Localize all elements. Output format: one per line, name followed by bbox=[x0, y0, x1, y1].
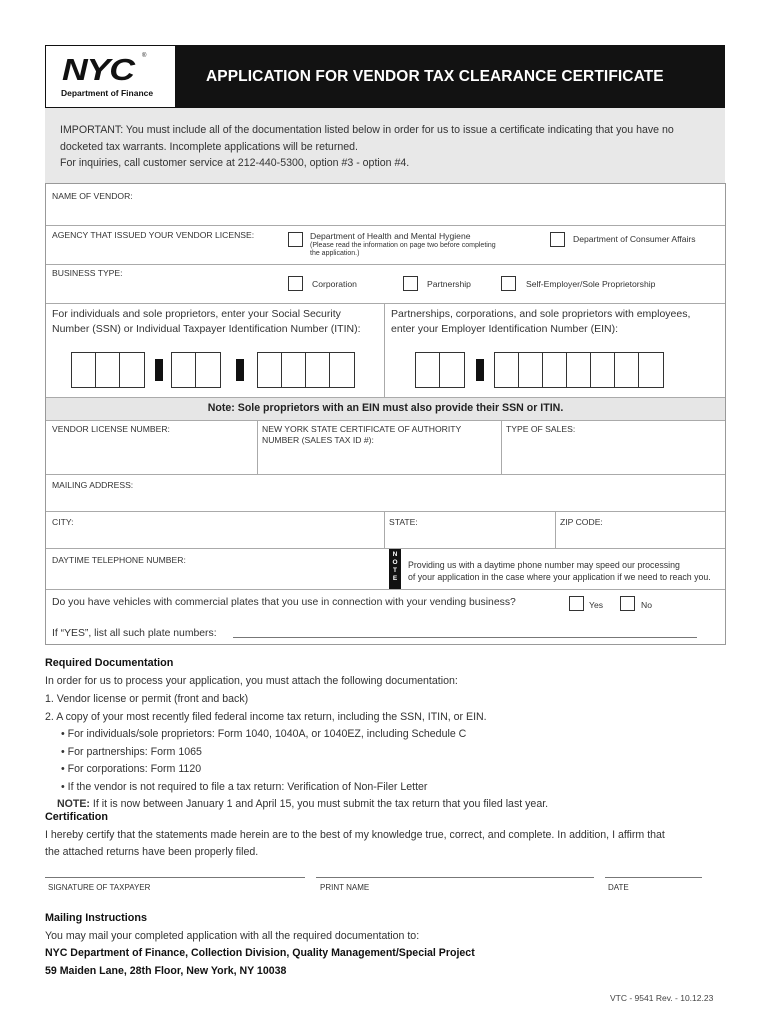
certification-heading: Certification bbox=[45, 811, 108, 823]
print-name-label: PRINT NAME bbox=[320, 883, 370, 892]
agency-dohmh-note-2: the application.) bbox=[310, 250, 360, 257]
form-title: APPLICATION FOR VENDOR TAX CLEARANCE CERTIFICATE bbox=[176, 46, 724, 107]
ssn-group-3[interactable] bbox=[257, 352, 355, 388]
required-item-2: 2. A copy of your most recently filed federal income tax return, including the SSN, ITIN, or EIN. bbox=[45, 710, 487, 723]
ein-text-1: Partnerships, corporations, and sole proprietors with employees, bbox=[391, 308, 691, 320]
logo-registered-mark: ® bbox=[142, 53, 147, 59]
ssn-group-1[interactable] bbox=[71, 352, 145, 388]
bt-self-employer-checkbox[interactable] bbox=[501, 276, 516, 291]
signature-line[interactable] bbox=[45, 877, 305, 878]
mailing-heading: Mailing Instructions bbox=[45, 912, 147, 924]
ssn-group-2[interactable] bbox=[171, 352, 221, 388]
state-label: STATE: bbox=[389, 517, 418, 527]
vehicles-question: Do you have vehicles with commercial plates that you use in connection with your vending business? bbox=[52, 597, 516, 608]
vendor-form bbox=[45, 183, 726, 645]
zip-code-label: ZIP CODE: bbox=[560, 517, 603, 527]
required-item-1: 1. Vendor license or permit (front and back) bbox=[45, 693, 249, 705]
bt-corporation-label: Corporation bbox=[312, 279, 357, 289]
bt-partnership-checkbox[interactable] bbox=[403, 276, 418, 291]
ssn-text-1: For individuals and sole proprietors, enter your Social Security bbox=[52, 308, 341, 320]
type-of-sales-label: TYPE OF SALES: bbox=[506, 424, 576, 434]
mailing-address-label: MAILING ADDRESS: bbox=[52, 480, 134, 490]
plate-numbers-line[interactable] bbox=[233, 637, 697, 638]
note-letter-n: N bbox=[392, 551, 398, 558]
date-line[interactable] bbox=[605, 877, 702, 878]
ein-note: Note: Sole proprietors with an EIN must also provide their SSN or ITIN. bbox=[207, 402, 564, 414]
note-letter-o: O bbox=[392, 559, 398, 566]
vehicles-no-checkbox[interactable] bbox=[620, 596, 635, 611]
ein-group-1[interactable] bbox=[415, 352, 465, 388]
city-label: CITY: bbox=[52, 517, 74, 527]
ssn-text-2: Number (SSN) or Individual Taxpayer Identification Number (ITIN): bbox=[52, 323, 361, 335]
mailing-address-2: 59 Maiden Lane, 28th Floor, New York, NY 10038 bbox=[45, 964, 287, 977]
agency-dohmh-label: Department of Health and Mental Hygiene bbox=[310, 231, 471, 241]
plate-numbers-label: If “YES”, list all such plate numbers: bbox=[52, 628, 217, 639]
important-line-1: IMPORTANT: You must include all of the documentation listed below in order for us to issue a certificate indicating that you have no bbox=[60, 124, 674, 136]
required-bullet-4: • If the vendor is not required to file a tax return: Verification of Non-Filer Letter bbox=[61, 780, 428, 793]
name-of-vendor-field[interactable] bbox=[46, 184, 725, 225]
required-intro: In order for us to process your application, you must attach the following documentation: bbox=[45, 674, 458, 687]
vehicles-yes-label: Yes bbox=[589, 600, 604, 610]
signature-label: SIGNATURE OF TAXPAYER bbox=[48, 883, 151, 892]
bt-corporation-checkbox[interactable] bbox=[288, 276, 303, 291]
ein-instructions bbox=[391, 307, 690, 337]
required-documentation bbox=[45, 655, 745, 814]
business-type-label: BUSINESS TYPE: bbox=[52, 268, 123, 278]
ein-text-2: enter your Employer Identification Number (EIN): bbox=[391, 323, 619, 335]
form-header bbox=[45, 45, 725, 108]
certification bbox=[45, 809, 745, 862]
mailing-intro: You may mail your completed application with all the required documentation to: bbox=[45, 929, 420, 942]
required-bullet-3: • For corporations: Form 1120 bbox=[61, 763, 202, 775]
phone-note-1: Providing us with a daytime phone number may speed our processing bbox=[408, 560, 680, 570]
mailing-address-1: NYC Department of Finance, Collection Division, Quality Management/Special Project bbox=[45, 947, 475, 959]
nyc-logo bbox=[46, 46, 176, 107]
required-bullet-2: • For partnerships: Form 1065 bbox=[61, 745, 202, 758]
required-heading: Required Documentation bbox=[45, 657, 174, 669]
important-line-2: docketed tax warrants. Incomplete applications will be returned. bbox=[60, 140, 358, 153]
vehicles-yes-checkbox[interactable] bbox=[569, 596, 584, 611]
required-note-text: If it is now between January 1 and April 15, you must submit the tax return that you filed last year. bbox=[89, 798, 549, 810]
certification-line-2: the attached returns have been properly filed. bbox=[45, 846, 259, 858]
vehicles-no-label: No bbox=[641, 600, 652, 610]
ein-dash bbox=[476, 359, 484, 381]
bt-partnership-label: Partnership bbox=[427, 279, 471, 289]
date-label: DATE bbox=[608, 883, 629, 892]
nys-cert-label-1: NEW YORK STATE CERTIFICATE OF AUTHORITY bbox=[262, 424, 462, 434]
agency-dca-label: Department of Consumer Affairs bbox=[573, 234, 696, 244]
important-notice bbox=[45, 108, 725, 183]
vendor-license-label: VENDOR LICENSE NUMBER: bbox=[52, 424, 170, 434]
agency-label: AGENCY THAT ISSUED YOUR VENDOR LICENSE: bbox=[52, 230, 255, 240]
note-marker bbox=[389, 549, 401, 589]
agency-dca-checkbox[interactable] bbox=[550, 232, 565, 247]
name-of-vendor-label: NAME OF VENDOR: bbox=[52, 191, 133, 201]
ein-group-2[interactable] bbox=[494, 352, 664, 388]
required-note-label: NOTE: bbox=[57, 798, 90, 810]
form-id: VTC - 9541 Rev. - 10.12.23 bbox=[610, 993, 714, 1003]
mailing-instructions bbox=[45, 910, 745, 980]
important-line-3: For inquiries, call customer service at 212-440-5300, option #3 - option #4. bbox=[60, 157, 410, 169]
phone-note bbox=[408, 559, 711, 583]
note-letter-t: T bbox=[393, 567, 397, 574]
required-bullet-1: • For individuals/sole proprietors: Form 1040, 1040A, or 1040EZ, including Schedule C bbox=[61, 728, 467, 740]
print-name-line[interactable] bbox=[316, 877, 594, 878]
note-letter-e: E bbox=[392, 575, 398, 582]
daytime-phone-label: DAYTIME TELEPHONE NUMBER: bbox=[52, 555, 186, 565]
ssn-dash-1 bbox=[155, 359, 163, 381]
phone-note-2: of your application in the case where your application if we need to reach you. bbox=[408, 572, 711, 582]
ssn-instructions bbox=[52, 307, 361, 337]
agency-dohmh-checkbox[interactable] bbox=[288, 232, 303, 247]
agency-dohmh-note-1: (Please read the information on page two before completing bbox=[310, 242, 496, 249]
logo-nyc-text: NYC bbox=[62, 52, 134, 87]
bt-self-employer-label: Self-Employer/Sole Proprietorship bbox=[526, 279, 656, 289]
nys-cert-label-2: NUMBER (SALES TAX ID #): bbox=[262, 435, 374, 445]
logo-department: Department of Finance bbox=[61, 88, 154, 98]
certification-line-1: I hereby certify that the statements made herein are to the best of my knowledge true, correct, and complete. In addition, I affirm that bbox=[45, 828, 665, 841]
ssn-dash-2 bbox=[236, 359, 244, 381]
